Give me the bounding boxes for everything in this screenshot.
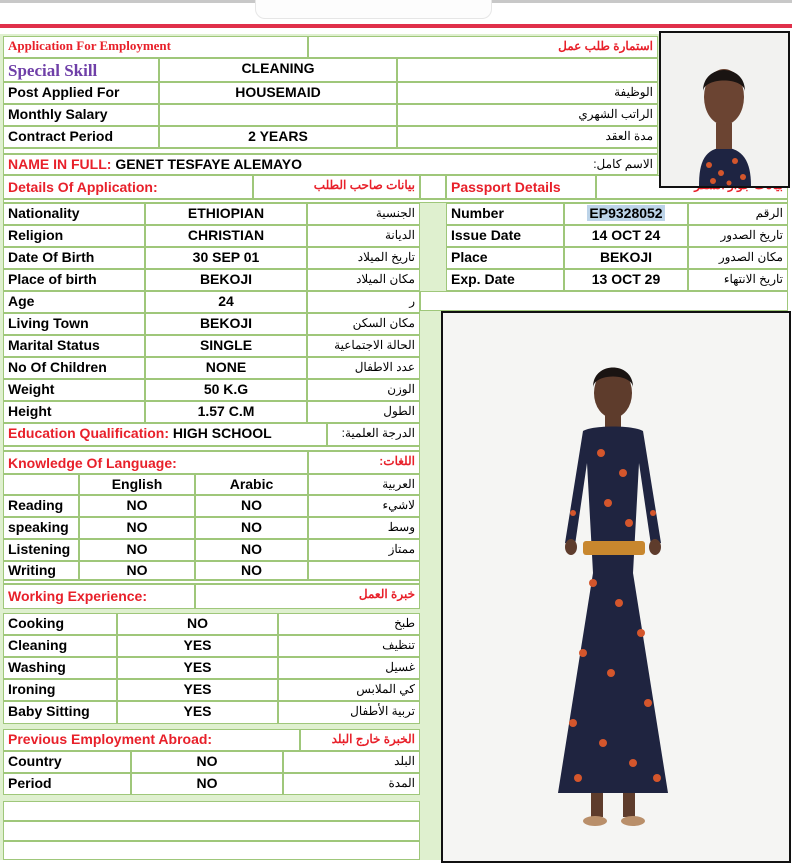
writing-arabic: NO xyxy=(195,561,308,580)
babysitting-arabic: تربية الأطفال xyxy=(278,701,420,724)
speaking-ar: وسط xyxy=(308,517,420,539)
reading-arabic: NO xyxy=(195,495,308,517)
education-label: Education Qualification: xyxy=(8,425,170,441)
portrait-figure xyxy=(661,33,788,186)
height-arabic: الطول xyxy=(307,401,420,423)
marital-label: Marital Status xyxy=(3,335,145,357)
arabic-header-ar: العربية xyxy=(308,474,420,495)
washing-arabic: غسيل xyxy=(278,657,420,679)
post-arabic: الوظيفة xyxy=(397,82,658,104)
issue-date-value: 14 OCT 24 xyxy=(564,225,688,247)
issue-place-value: BEKOJI xyxy=(564,247,688,269)
writing-label: Writing xyxy=(3,561,79,580)
period-arabic: المدة xyxy=(283,773,420,795)
salary-label: Monthly Salary xyxy=(3,104,159,126)
special-skill-blank xyxy=(397,58,658,82)
ironing-arabic: كي الملابس xyxy=(278,679,420,701)
exp-date-value: 13 OCT 29 xyxy=(564,269,688,291)
age-label: Age xyxy=(3,291,145,313)
writing-english: NO xyxy=(79,561,195,580)
education-value: HIGH SCHOOL xyxy=(172,425,272,441)
special-skill-label: Special Skill xyxy=(3,58,159,82)
washing-label: Washing xyxy=(3,657,117,679)
nationality-label: Nationality xyxy=(3,203,145,225)
education-row xyxy=(3,423,327,446)
passport-number-value xyxy=(564,203,688,225)
dob-value: 30 SEP 01 xyxy=(145,247,307,269)
dob-arabic: تاريخ الميلاد xyxy=(307,247,420,269)
passport-number-text: EP9328052 xyxy=(589,205,663,221)
contract-arabic: مدة العقد xyxy=(397,126,658,148)
contract-value: 2 YEARS xyxy=(159,126,397,148)
speaking-arabic: NO xyxy=(195,517,308,539)
exp-date-arabic: تاريخ الانتهاء xyxy=(688,269,788,291)
exp-date-label: Exp. Date xyxy=(446,269,564,291)
issue-place-label: Place xyxy=(446,247,564,269)
cleaning-value: YES xyxy=(117,635,278,657)
speaking-label: speaking xyxy=(3,517,79,539)
birthplace-arabic: مكان الميلاد xyxy=(307,269,420,291)
nationality-arabic: الجنسية xyxy=(307,203,420,225)
nationality-value: ETHIOPIAN xyxy=(145,203,307,225)
issue-place-arabic: مكان الصدور xyxy=(688,247,788,269)
post-value: HOUSEMAID xyxy=(159,82,397,104)
age-arabic: ر xyxy=(307,291,420,313)
special-skill-value: CLEANING xyxy=(159,58,397,82)
experience-heading-arabic: خبرة العمل xyxy=(195,584,420,609)
country-label: Country xyxy=(3,751,131,773)
speaking-english: NO xyxy=(79,517,195,539)
religion-label: Religion xyxy=(3,225,145,247)
language-heading-arabic: اللغات: xyxy=(308,451,420,474)
children-value: NONE xyxy=(145,357,307,379)
period-label: Period xyxy=(3,773,131,795)
language-heading: Knowledge Of Language: xyxy=(3,451,308,474)
washing-value: YES xyxy=(117,657,278,679)
birthplace-label: Place of birth xyxy=(3,269,145,291)
religion-arabic: الديانة xyxy=(307,225,420,247)
abroad-heading-arabic: الخبرة خارج البلد xyxy=(300,729,420,751)
arabic-header: Arabic xyxy=(195,474,308,495)
children-arabic: عدد الاطفال xyxy=(307,357,420,379)
header-rule xyxy=(0,24,792,28)
divider-cell xyxy=(420,175,446,199)
details-heading-arabic: بيانات صاحب الطلب xyxy=(253,175,420,199)
passport-spacer xyxy=(420,291,788,311)
weight-value: 50 K.G xyxy=(145,379,307,401)
education-arabic: الدرجة العلمية: xyxy=(327,423,420,446)
details-heading: Details Of Application: xyxy=(3,175,253,199)
listening-ar: ممتاز xyxy=(308,539,420,561)
age-value: 24 xyxy=(145,291,307,313)
form-title: Application For Employment xyxy=(3,36,308,58)
period-value: NO xyxy=(131,773,283,795)
issue-date-label: Issue Date xyxy=(446,225,564,247)
living-town-value: BEKOJI xyxy=(145,313,307,335)
post-label: Post Applied For xyxy=(3,82,159,104)
passport-heading: Passport Details xyxy=(446,175,596,199)
full-body-photo xyxy=(441,311,791,863)
blank-row-2 xyxy=(3,821,420,841)
portrait-photo xyxy=(659,31,790,188)
writing-ar xyxy=(308,561,420,580)
full-name-arabic: الاسم كامل: xyxy=(560,154,658,175)
babysitting-value: YES xyxy=(117,701,278,724)
experience-heading: Working Experience: xyxy=(3,584,195,609)
blank-row-1 xyxy=(3,801,420,821)
reading-ar: لاشيء xyxy=(308,495,420,517)
children-label: No Of Children xyxy=(3,357,145,379)
full-body-figure xyxy=(443,313,789,861)
reading-label: Reading xyxy=(3,495,79,517)
english-header: English xyxy=(79,474,195,495)
form-title-arabic: استمارة طلب عمل xyxy=(308,36,658,58)
religion-value: CHRISTIAN xyxy=(145,225,307,247)
ironing-label: Ironing xyxy=(3,679,117,701)
full-name-value: GENET TESFAYE ALEMAYO xyxy=(115,156,303,172)
cooking-value: NO xyxy=(117,613,278,635)
full-name-label: NAME IN FULL: xyxy=(8,156,112,172)
salary-arabic: الراتب الشهري xyxy=(397,104,658,126)
language-corner xyxy=(3,474,79,495)
abroad-heading: Previous Employment Abroad: xyxy=(3,729,300,751)
living-town-arabic: مكان السكن xyxy=(307,313,420,335)
marital-value: SINGLE xyxy=(145,335,307,357)
listening-english: NO xyxy=(79,539,195,561)
marital-arabic: الحالة الاجتماعية xyxy=(307,335,420,357)
passport-number-arabic: الرقم xyxy=(688,203,788,225)
listening-arabic: NO xyxy=(195,539,308,561)
babysitting-label: Baby Sitting xyxy=(3,701,117,724)
weight-label: Weight xyxy=(3,379,145,401)
cooking-arabic: طبخ xyxy=(278,613,420,635)
country-arabic: البلد xyxy=(283,751,420,773)
header-tab xyxy=(255,0,492,19)
dob-label: Date Of Birth xyxy=(3,247,145,269)
living-town-label: Living Town xyxy=(3,313,145,335)
blank-row-3 xyxy=(3,841,420,860)
listening-label: Listening xyxy=(3,539,79,561)
height-value: 1.57 C.M xyxy=(145,401,307,423)
height-label: Height xyxy=(3,401,145,423)
reading-english: NO xyxy=(79,495,195,517)
contract-label: Contract Period xyxy=(3,126,159,148)
country-value: NO xyxy=(131,751,283,773)
cooking-label: Cooking xyxy=(3,613,117,635)
passport-number-label: Number xyxy=(446,203,564,225)
salary-value xyxy=(159,104,397,126)
cleaning-label: Cleaning xyxy=(3,635,117,657)
birthplace-value: BEKOJI xyxy=(145,269,307,291)
issue-date-arabic: تاريخ الصدور xyxy=(688,225,788,247)
ironing-value: YES xyxy=(117,679,278,701)
weight-arabic: الوزن xyxy=(307,379,420,401)
cleaning-arabic: تنظيف xyxy=(278,635,420,657)
